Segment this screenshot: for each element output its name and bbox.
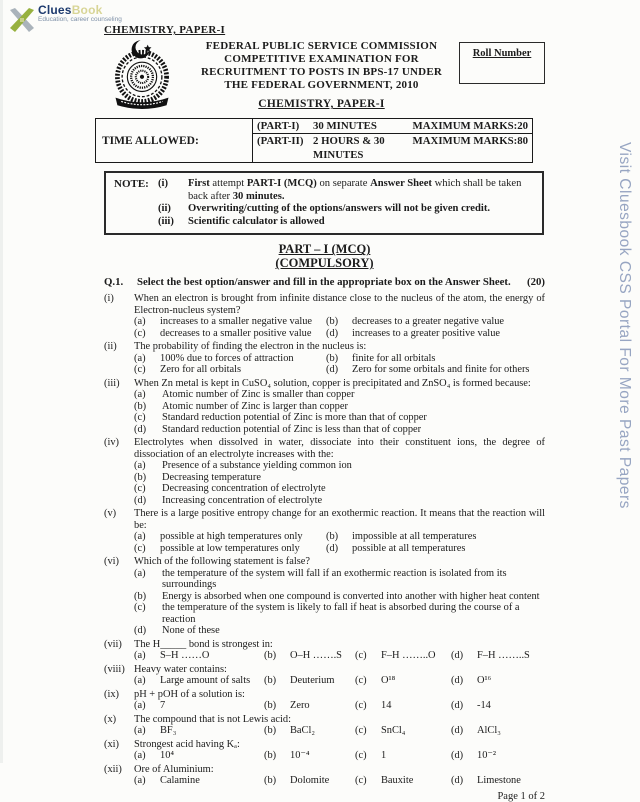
option-label: (c) (134, 483, 146, 495)
question-number: (viii) (104, 663, 125, 675)
answer-option (134, 591, 545, 603)
answer-option (451, 650, 545, 662)
answer-option (451, 700, 545, 712)
option-label: (d) (451, 775, 464, 787)
paper-header (104, 39, 545, 114)
option-text: finite for all orbitals (352, 352, 436, 364)
option-label: (b) (264, 675, 277, 687)
question-stem: When an electron is brought from infinite distance close to the nucleus of the atom, the energy of Electron-nucleus system? (134, 293, 545, 316)
subject-heading-top: CHEMISTRY, PAPER-I (104, 24, 226, 36)
option-text: 7 (160, 700, 166, 712)
option-label: (a) (134, 750, 146, 762)
option-text: 10⁻⁴ (290, 750, 310, 762)
option-label: (d) (451, 675, 464, 687)
question-number: (xii) (104, 763, 122, 775)
option-text: 10⁴ (160, 750, 175, 762)
note-item (158, 203, 536, 216)
fpsc-emblem-icon (104, 39, 180, 109)
option-label: (c) (134, 364, 146, 376)
header-title-lines (184, 40, 459, 92)
roll-number-label: Roll Number (472, 48, 532, 59)
option-text: Energy is absorbed when one compound is converted into another with higher heat content (162, 590, 540, 602)
question-number: (iv) (104, 437, 120, 449)
option-label: (c) (355, 650, 367, 662)
answer-option (451, 675, 545, 687)
option-text: 1 (381, 750, 387, 762)
question-options (134, 389, 545, 435)
option-label: (c) (355, 775, 367, 787)
option-label: (d) (451, 700, 464, 712)
option-label: (c) (134, 602, 146, 614)
option-text: Increasing concentration of electrolyte (162, 494, 323, 506)
option-label: (a) (134, 316, 146, 328)
option-label: (c) (134, 412, 146, 424)
note-text-segment: Overwriting/cutting of the options/answers will not be given credit. (188, 203, 491, 215)
answer-option (264, 725, 355, 737)
question-number: (vii) (104, 638, 122, 650)
question-stem: Strongest acid having Kₐ: (134, 738, 240, 750)
mcq-question (104, 508, 545, 554)
question-options (134, 353, 545, 376)
option-text: O–H …….S (290, 650, 342, 662)
question-body (134, 714, 545, 737)
option-label: (b) (326, 531, 339, 543)
answer-option (134, 675, 264, 687)
mcq-question (104, 341, 545, 376)
answer-option (355, 775, 451, 787)
answer-option (326, 531, 545, 543)
note-box (104, 171, 544, 235)
time-allowed-label: TIME ALLOWED: (96, 119, 253, 162)
option-text: F–H ……..S (477, 650, 530, 662)
option-label: (c) (355, 725, 367, 737)
exam-paper-page (104, 24, 545, 802)
option-text: the temperature of the system is likely to fall if heat is absorbed during the course of a reaction (162, 602, 520, 625)
option-label: (a) (134, 460, 146, 472)
header-title-line: COMPETITIVE EXAMINATION FOR (224, 53, 419, 65)
option-label: (d) (134, 423, 147, 435)
note-text-segment: PART-I (MCQ) (246, 178, 317, 189)
question-body (134, 739, 545, 762)
mcq-question (104, 556, 545, 637)
note-text-segment: 30 minutes. (232, 190, 285, 202)
question-stem: Ore of Aluminium: (134, 763, 214, 775)
option-text: BF₃ (160, 725, 177, 737)
option-text: Limestone (477, 775, 521, 787)
option-text: decreases to a smaller positive value (160, 327, 312, 339)
answer-option (134, 328, 326, 340)
cluesbook-logo-name (38, 4, 122, 16)
option-label: (b) (326, 316, 339, 328)
mcq-question (104, 437, 545, 506)
note-item-text (188, 216, 536, 229)
option-text: impossible at all temperatures (352, 531, 477, 543)
question-number: (x) (104, 713, 117, 725)
answer-option (355, 700, 451, 712)
option-label: (a) (134, 389, 146, 401)
option-label: (a) (134, 352, 146, 364)
mcq-question (104, 764, 545, 787)
note-item (158, 178, 536, 203)
time-part-label: (PART-I) (257, 120, 300, 132)
option-text: SnCl₄ (381, 725, 406, 737)
answer-option (134, 401, 545, 413)
answer-option (134, 483, 545, 495)
note-item (158, 216, 536, 229)
option-label: (a) (134, 775, 146, 787)
question-options (134, 460, 545, 506)
option-label: (c) (355, 700, 367, 712)
option-text: Zero (290, 700, 310, 712)
option-text: 100% due to forces of attraction (160, 352, 294, 364)
question-number: (vi) (104, 556, 120, 568)
cluesbook-x-icon (8, 6, 36, 34)
question1-text: Select the best option/answer and fill in the appropriate box on the Answer Sheet. (137, 276, 511, 289)
question-stem: Which of the following statement is false? (134, 556, 311, 568)
watermark-text: Visit Cluesbook CSS Portal For More Past Papers (616, 142, 633, 509)
note-text-segment: Answer Sheet (370, 178, 432, 189)
question-body (134, 639, 545, 662)
option-text: O¹⁸ (381, 675, 396, 687)
question-body (134, 689, 545, 712)
answer-option (134, 460, 545, 472)
option-label: (b) (134, 471, 147, 483)
option-label: (d) (451, 725, 464, 737)
option-label: (b) (134, 400, 147, 412)
header-title-block (184, 39, 459, 114)
logo-tagline: Education, career counseling (38, 16, 122, 23)
option-label: (d) (134, 494, 147, 506)
option-label: (d) (326, 364, 339, 376)
question-options (134, 675, 545, 687)
question-number: (v) (104, 508, 117, 520)
question-body (134, 764, 545, 787)
option-text: Zero for all orbitals (160, 364, 242, 376)
option-label: (a) (134, 567, 146, 579)
option-label: (b) (264, 725, 277, 737)
subject-heading-center: CHEMISTRY, PAPER-I (258, 98, 385, 110)
roll-number-box (459, 42, 545, 84)
answer-option (134, 602, 545, 625)
time-duration: 2 HOURS & 30 MINUTES (313, 135, 385, 161)
option-text: AlCl₃ (477, 725, 501, 737)
option-text: increases to a greater positive value (352, 327, 501, 339)
question-stem: Electrolytes when dissolved in water, dissociate into their constituent ions, the degree of dissociation of an electrolyte increases with the: (134, 437, 545, 460)
note-item-number: (i) (158, 178, 168, 189)
question-number: (i) (104, 293, 114, 305)
option-label: (c) (355, 750, 367, 762)
option-text: 14 (381, 700, 392, 712)
answer-option (326, 364, 545, 376)
option-text: decreases to a greater negative value (352, 316, 505, 328)
question1-instruction (104, 276, 545, 288)
cluesbook-logo-text (38, 4, 122, 24)
logo-name-part1: Clues (38, 3, 72, 17)
option-text: increases to a smaller negative value (160, 316, 313, 328)
option-text: S–H ……O (160, 650, 210, 662)
question1-label: Q.1. (104, 276, 124, 289)
mcq-question (104, 739, 545, 762)
question1-marks: (20) (527, 276, 545, 289)
question-stem: When Zn metal is kept in CuSO₄ solution, copper is precipitated and ZnSO₄ is formed because: (134, 377, 531, 389)
answer-option (326, 328, 545, 340)
question-number: (iii) (104, 377, 120, 389)
answer-option (326, 543, 545, 555)
logo-name-part2: Book (71, 3, 103, 17)
note-text-segment: which shall be taken back after (188, 178, 522, 202)
option-text: Deuterium (290, 675, 335, 687)
option-text: Decreasing temperature (162, 471, 261, 483)
time-part-label: (PART-II) (257, 135, 304, 147)
question-body (134, 293, 545, 339)
option-text: Large amount of salts (160, 675, 251, 687)
question-options (134, 531, 545, 554)
answer-option (355, 725, 451, 737)
answer-option (451, 750, 545, 762)
option-text: Standard reduction potential of Zinc is more than that of copper (162, 412, 427, 424)
question-stem: There is a large positive entropy change for an exothermic reaction. It means that the reaction will be: (134, 508, 545, 531)
question-body (134, 341, 545, 376)
answer-option (326, 316, 545, 328)
answer-option (264, 750, 355, 762)
option-label: (b) (264, 750, 277, 762)
answer-option (134, 424, 545, 436)
answer-option (134, 472, 545, 484)
mcq-question (104, 664, 545, 687)
maximum-marks: MAXIMUM MARKS:80 (412, 135, 528, 147)
answer-option (134, 775, 264, 787)
option-label: (a) (134, 675, 146, 687)
option-label: (b) (264, 775, 277, 787)
option-label: (b) (134, 590, 147, 602)
option-label: (c) (355, 675, 367, 687)
option-label: (d) (326, 542, 339, 554)
option-label: (b) (326, 352, 339, 364)
option-text: possible at low temperatures only (160, 542, 300, 554)
answer-option (134, 650, 264, 662)
answer-option (134, 353, 326, 365)
answer-option (451, 775, 545, 787)
answer-option (451, 725, 545, 737)
fpsc-emblem (104, 39, 184, 114)
answer-option (264, 675, 355, 687)
option-label: (c) (134, 327, 146, 339)
question-options (134, 650, 545, 662)
option-text: O¹⁶ (477, 675, 492, 687)
mcq-question (104, 639, 545, 662)
question-body (134, 664, 545, 687)
question-body (134, 556, 545, 637)
header-title-line: THE FEDERAL GOVERNMENT, 2010 (224, 79, 419, 91)
answer-option (134, 750, 264, 762)
option-label: (a) (134, 531, 146, 543)
answer-option (134, 625, 545, 637)
option-label: (d) (134, 625, 147, 637)
part1-subtitle: (COMPULSORY) (275, 256, 374, 271)
answer-option (264, 700, 355, 712)
question-stem: The H_____ bond is strongest in: (134, 638, 273, 650)
mcq-question (104, 378, 545, 436)
question-number: (xi) (104, 738, 120, 750)
question-options (134, 750, 545, 762)
note-label: NOTE: (114, 178, 149, 190)
note-item-number: (ii) (158, 203, 171, 215)
time-allowed-row (253, 133, 532, 162)
note-text-segment: First (188, 178, 210, 189)
answer-option (134, 495, 545, 507)
question-stem: The compound that is not Lewis acid: (134, 713, 291, 725)
part1-title: PART – I (MCQ) (278, 242, 371, 257)
option-text: 10⁻² (477, 750, 496, 762)
answer-option (355, 675, 451, 687)
option-label: (a) (134, 650, 146, 662)
answer-option (326, 353, 545, 365)
answer-option (134, 700, 264, 712)
option-text: Atomic number of Zinc is smaller than copper (162, 389, 355, 401)
option-label: (a) (134, 700, 146, 712)
question-stem: Heavy water contains: (134, 663, 227, 675)
option-text: Bauxite (381, 775, 414, 787)
page-number: Page 1 of 2 (497, 790, 545, 802)
time-duration: 30 MINUTES (313, 120, 377, 132)
answer-option (134, 531, 326, 543)
mcq-question (104, 293, 545, 339)
option-text: the temperature of the system will fall if an exothermic reaction is isolated from its surroundings (162, 567, 507, 591)
answer-option (355, 750, 451, 762)
question-options (134, 316, 545, 339)
mcq-question (104, 689, 545, 712)
answer-option (355, 650, 451, 662)
option-label: (c) (134, 542, 146, 554)
question-stem: pH + pOH of a solution is: (134, 688, 245, 700)
option-label: (b) (264, 650, 277, 662)
option-text: possible at high temperatures only (160, 531, 303, 543)
note-item-text (188, 203, 536, 216)
question-options (134, 568, 545, 637)
time-allowed-rows (253, 119, 532, 162)
note-text-segment: on separate (316, 178, 371, 189)
option-label: (d) (451, 650, 464, 662)
header-title-line: RECRUITMENT TO POSTS IN BPS-17 UNDER (201, 66, 442, 78)
option-text: BaCl₂ (290, 725, 315, 737)
note-item-number: (iii) (158, 215, 174, 227)
note-text-segment: attempt (209, 178, 247, 189)
answer-option (134, 412, 545, 424)
option-text: Standard reduction potential of Zinc is less than that of copper (162, 423, 422, 435)
option-text: Presence of a substance yielding common ion (162, 460, 352, 472)
time-allowed-table (95, 118, 533, 163)
option-text: -14 (477, 700, 491, 712)
option-text: Zero for some orbitals and finite for others (352, 364, 530, 376)
option-text: possible at all temperatures (352, 542, 466, 554)
note-items (158, 178, 536, 228)
scan-edge-shadow (0, 0, 3, 763)
note-text-segment: Scientific calculator is allowed (188, 215, 325, 227)
answer-option (134, 389, 545, 401)
question-body (134, 378, 545, 436)
question-body (134, 508, 545, 554)
header-title-line: FEDERAL PUBLIC SERVICE COMMISSION (205, 40, 438, 52)
option-text: None of these (162, 625, 220, 637)
answer-option (134, 316, 326, 328)
option-label: (b) (264, 700, 277, 712)
option-text: Decreasing concentration of electrolyte (162, 483, 326, 495)
option-label: (a) (134, 725, 146, 737)
answer-option (134, 568, 545, 591)
answer-option (264, 775, 355, 787)
mcq-question-list (104, 293, 545, 787)
note-item-text (188, 178, 536, 203)
answer-option (134, 725, 264, 737)
mcq-question (104, 714, 545, 737)
option-label: (d) (326, 327, 339, 339)
option-text: F–H ……..O (381, 650, 436, 662)
question-options (134, 725, 545, 737)
question-number: (ii) (104, 341, 117, 353)
question-number: (ix) (104, 688, 120, 700)
option-text: Calamine (160, 775, 200, 787)
option-label: (d) (451, 750, 464, 762)
question-body (134, 437, 545, 506)
question-options (134, 775, 545, 787)
time-allowed-row (253, 119, 532, 133)
answer-option (264, 650, 355, 662)
question-stem: The probability of finding the electron in the nucleus is: (134, 341, 367, 353)
question-options (134, 700, 545, 712)
option-text: Dolomite (290, 775, 330, 787)
maximum-marks: MAXIMUM MARKS:20 (412, 120, 528, 132)
answer-option (134, 364, 326, 376)
option-text: Atomic number of Zinc is larger than copper (162, 400, 348, 412)
answer-option (134, 543, 326, 555)
